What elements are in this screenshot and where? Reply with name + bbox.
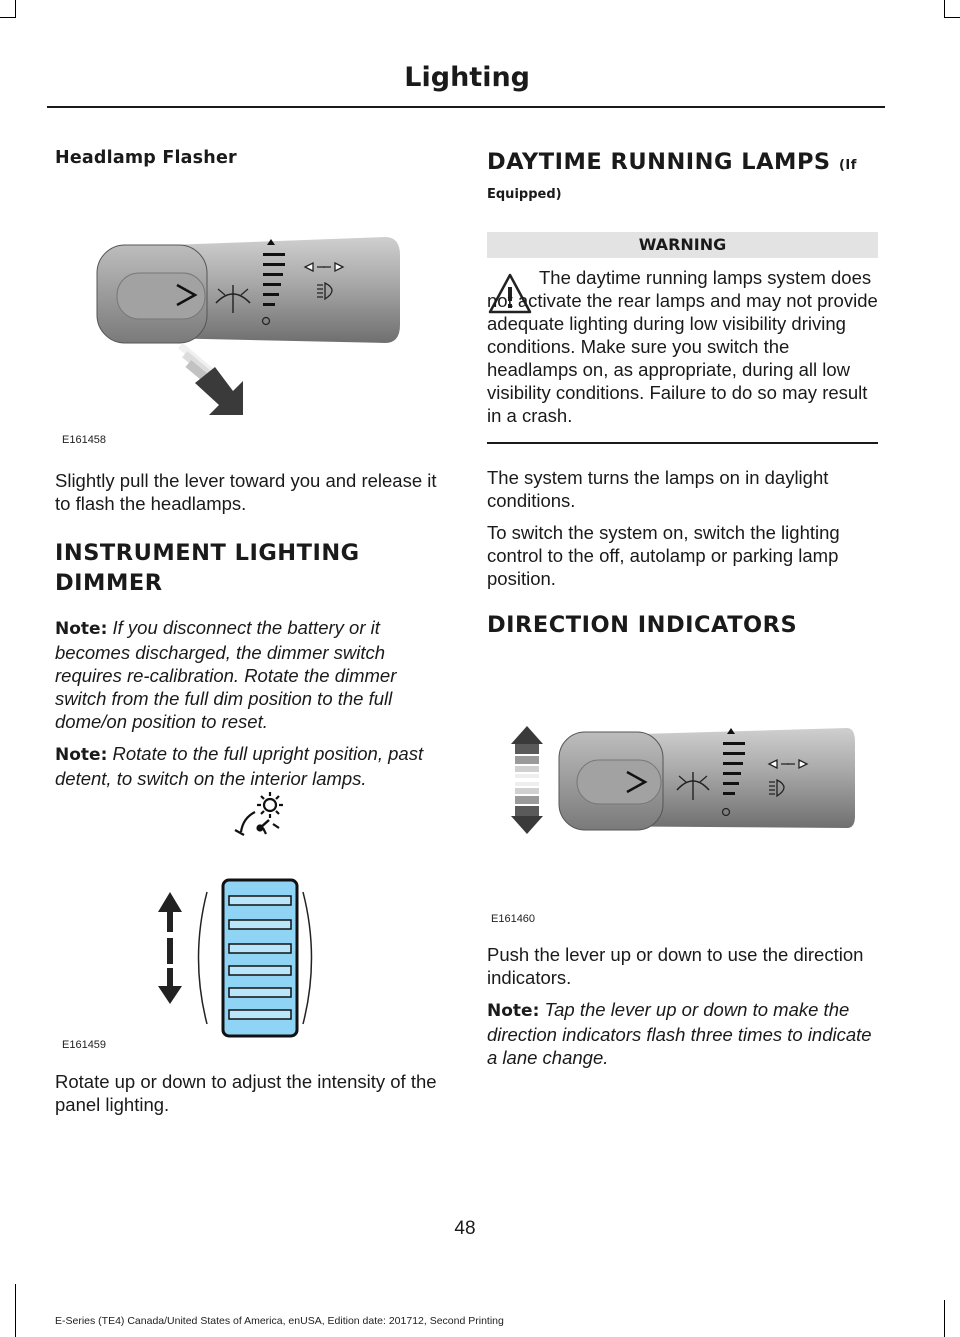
dimmer-figure-code: E161459 bbox=[62, 1039, 107, 1051]
flasher-heading: Headlamp Flasher bbox=[55, 148, 237, 168]
dimmer-heading-line1: INSTRUMENT LIGHTING bbox=[55, 540, 360, 566]
page-header-title: Lighting bbox=[404, 62, 530, 93]
drl-text-1: The system turns the lamps on in daylight conditions. bbox=[487, 467, 829, 511]
direction-figure bbox=[487, 710, 882, 920]
direction-text: Push the lever up or down to use the direction indicators. bbox=[487, 944, 864, 988]
warning-label: WARNING bbox=[638, 235, 727, 254]
edition-footer: E-Series (TE4) Canada/United States of America, enUSA, Edition date: 201712, Second Printing bbox=[55, 1315, 504, 1327]
crop-mark-top-left bbox=[15, 0, 16, 18]
flasher-figure bbox=[55, 225, 450, 450]
dimmer-figure bbox=[55, 790, 450, 1050]
page-number: 48 bbox=[454, 1218, 476, 1239]
note-2 bbox=[55, 742, 450, 790]
flasher-figure-code: E161458 bbox=[62, 434, 107, 446]
dimmer-text: Rotate up or down to adjust the intensity of the panel lighting. bbox=[55, 1071, 437, 1115]
dimmer-heading-line2: DIMMER bbox=[55, 570, 163, 596]
drl-heading-qualifier-2: Equipped) bbox=[487, 187, 562, 202]
warning-text-content: The daytime running lamps system does not activate the rear lamps and may not provide adequate lighting during low visibility driving conditions. Make sure you switch the headlamps on, as appropriate, during all low visibility conditions. Failure to do so may result in a crash. bbox=[487, 267, 878, 426]
note-2-text: Rotate to the full upright position, past detent, to switch on the interior lamps. bbox=[55, 743, 424, 789]
note-3-text: Tap the lever up or down to make the direction indicators flash three times to indicate a lane change. bbox=[487, 999, 872, 1068]
drl-heading-qualifier: (If bbox=[838, 158, 857, 173]
note-1 bbox=[55, 616, 450, 733]
crop-mark-top-right-h bbox=[944, 17, 960, 18]
direction-figure-code: E161460 bbox=[491, 913, 536, 925]
crop-mark-bottom-right bbox=[944, 1300, 945, 1337]
crop-mark-bottom-left bbox=[15, 1284, 16, 1337]
drl-heading-main: DAYTIME RUNNING LAMPS bbox=[487, 149, 831, 175]
dimmer-dash-light-icon bbox=[235, 792, 283, 835]
note-2-label: Note: bbox=[55, 745, 108, 765]
note-1-label: Note: bbox=[55, 619, 108, 639]
flasher-text: Slightly pull the lever toward you and release it to flash the headlamps. bbox=[55, 470, 437, 514]
header-rule bbox=[47, 106, 885, 108]
direction-indicators-heading: DIRECTION INDICATORS bbox=[487, 612, 798, 638]
note-3 bbox=[487, 998, 880, 1069]
warning-text bbox=[487, 266, 880, 427]
crop-mark-top-right bbox=[944, 0, 945, 18]
drl-text-2: To switch the system on, switch the lighting control to the off, autolamp or parking lamp position. bbox=[487, 522, 840, 589]
note-3-label: Note: bbox=[487, 1001, 540, 1021]
drl-heading bbox=[487, 147, 882, 181]
note-1-text: If you disconnect the battery or it becomes discharged, the dimmer switch requires re-calibration. Rotate the dimmer switch from the full dim position to the full dome/on position to reset. bbox=[55, 617, 397, 732]
crop-mark-top-left-h bbox=[0, 17, 16, 18]
warning-rule bbox=[487, 442, 878, 444]
